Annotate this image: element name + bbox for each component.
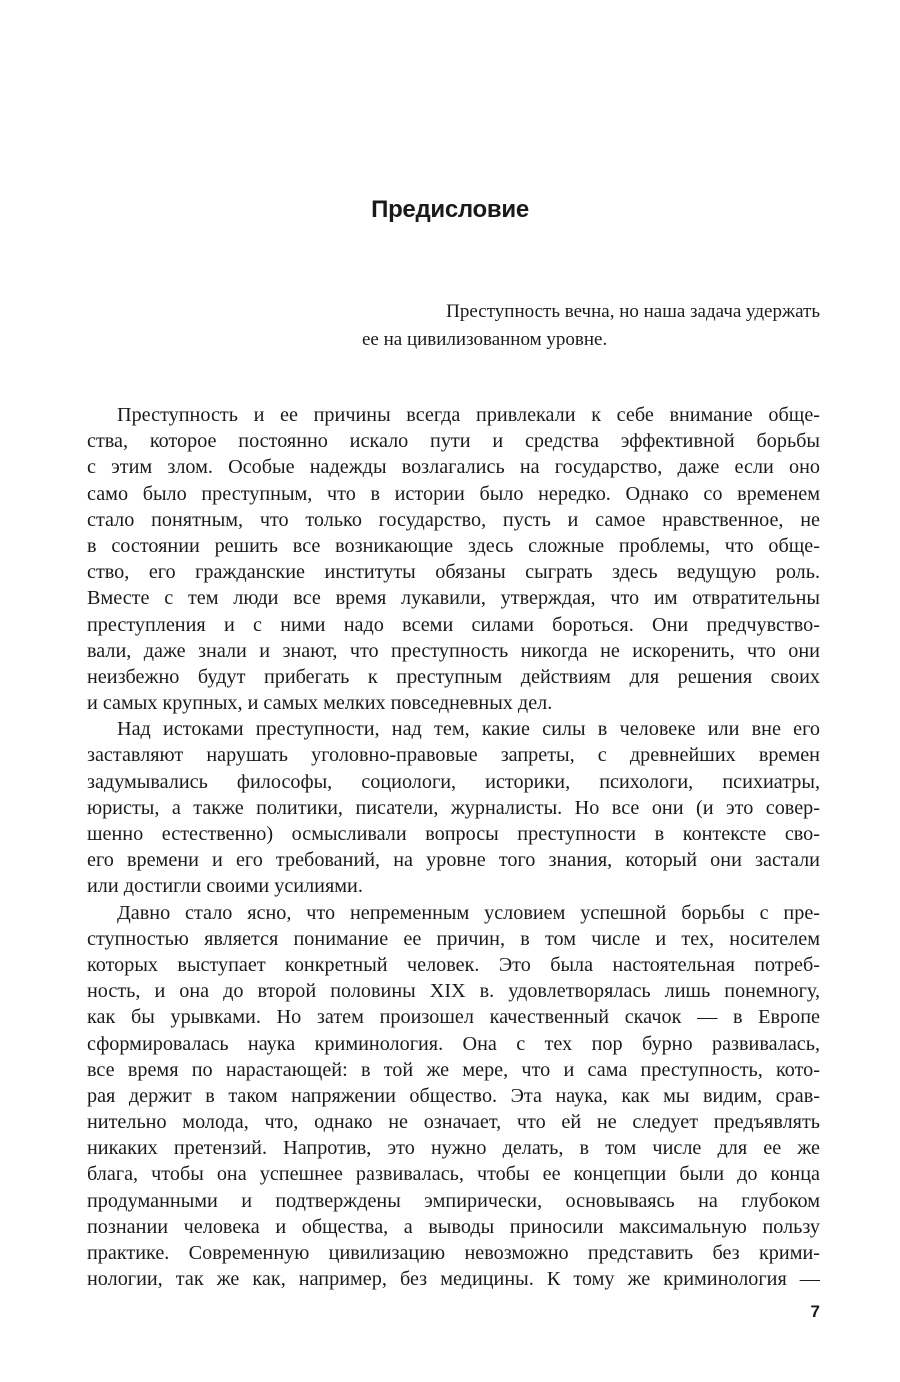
text-line: с этим злом. Особые надежды возлагались на государство, даже если оно (87, 456, 820, 479)
text-line: задумывались философы, социологи, историки, психологи, психиатры, (87, 770, 820, 793)
text-line: блага, чтобы она успешнее развивалась, чтобы ее концепции были до конца (87, 1163, 820, 1186)
text-line: Вместе с тем люди все время лукавили, утверждая, что им отвратительны (87, 587, 820, 610)
text-line: его времени и его требований, на уровне того знания, который они застали (87, 849, 820, 872)
text-line: ступностью является понимание ее причин, в том числе и тех, носителем (87, 927, 820, 950)
chapter-title: Предисловие (371, 196, 529, 223)
text-line: рая держит в таком напряжении общество. Эта наука, как мы видим, срав- (87, 1084, 820, 1107)
text-line: вали, даже знали и знают, что преступность никогда не искоренить, что они (87, 639, 820, 662)
page-number: 7 (810, 1302, 820, 1321)
text-line: стало понятным, что только государство, пусть и самое нравственное, не (87, 508, 820, 531)
text-line: неизбежно будут прибегать к преступным действиям для решения своих (87, 665, 820, 688)
text-line: сформировалась наука криминология. Она с тех пор бурно развивалась, (87, 1032, 820, 1055)
text-line: или достигли своими усилиями. (87, 875, 363, 898)
text-line: Преступность и ее причины всегда привлекали к себе внимание обще- (117, 404, 820, 426)
text-line: познании человека и общества, а выводы приносили максимальную пользу (87, 1215, 820, 1238)
text-line: никаких претензий. Напротив, это нужно делать, в том числе для ее же (87, 1137, 820, 1160)
paragraph (87, 900, 820, 1293)
text-line: юристы, а также политики, писатели, журналисты. Но все они (и это совер- (87, 796, 820, 819)
text-line: нительно молода, что, однако не означает, что ей не следует предъявлять (87, 1111, 820, 1134)
text-line: Давно стало ясно, что непременным условием успешной борьбы с пре- (117, 901, 820, 924)
epigraph-line: ее на цивилизованном уровне. (362, 329, 608, 350)
text-line: все время по нарастающей: в той же мере, что и сама преступность, кото- (87, 1058, 820, 1081)
text-line: шенно естественно) осмысливали вопросы преступности в контексте сво- (87, 823, 820, 845)
text-line: Над истоками преступности, над тем, какие силы в человеке или вне его (117, 718, 820, 741)
epigraph-line: Преступность вечна, но наша задача удержать (446, 301, 820, 322)
text-line: ство, его гражданские институты обязаны сыграть здесь ведущую роль. (87, 561, 820, 584)
body-text (87, 402, 820, 1292)
paragraph (87, 402, 820, 716)
text-line: заставляют нарушать уголовно-правовые запреты, с древнейших времен (87, 744, 820, 767)
text-line: ность, и она до второй половины XIX в. удовлетворялась лишь понемногу, (87, 980, 820, 1003)
text-line: преступления и с ними надо всеми силами бороться. Они предчувство- (87, 613, 820, 636)
text-line: практике. Современную цивилизацию невозможно представить без крими- (87, 1242, 820, 1264)
text-line: в состоянии решить все возникающие здесь сложные проблемы, что обще- (87, 534, 820, 557)
epigraph (362, 298, 820, 354)
text-line: как бы урывками. Но затем произошел качественный скачок — в Европе (87, 1006, 820, 1029)
text-line: и самых крупных, и самых мелких повседневных дел. (87, 692, 553, 715)
text-line: ства, которое постоянно искало пути и средства эффективной борьбы (87, 430, 820, 453)
paragraph (87, 716, 820, 899)
text-line: нологии, так же как, например, без медицины. К тому же криминология — (87, 1268, 820, 1291)
text-line: продуманными и подтверждены эмпирически, основываясь на глубоком (87, 1189, 820, 1212)
text-line: которых выступает конкретный человек. Это была настоятельная потреб- (87, 953, 820, 976)
text-line: само было преступным, что в истории было нередко. Однако со временем (87, 482, 820, 505)
